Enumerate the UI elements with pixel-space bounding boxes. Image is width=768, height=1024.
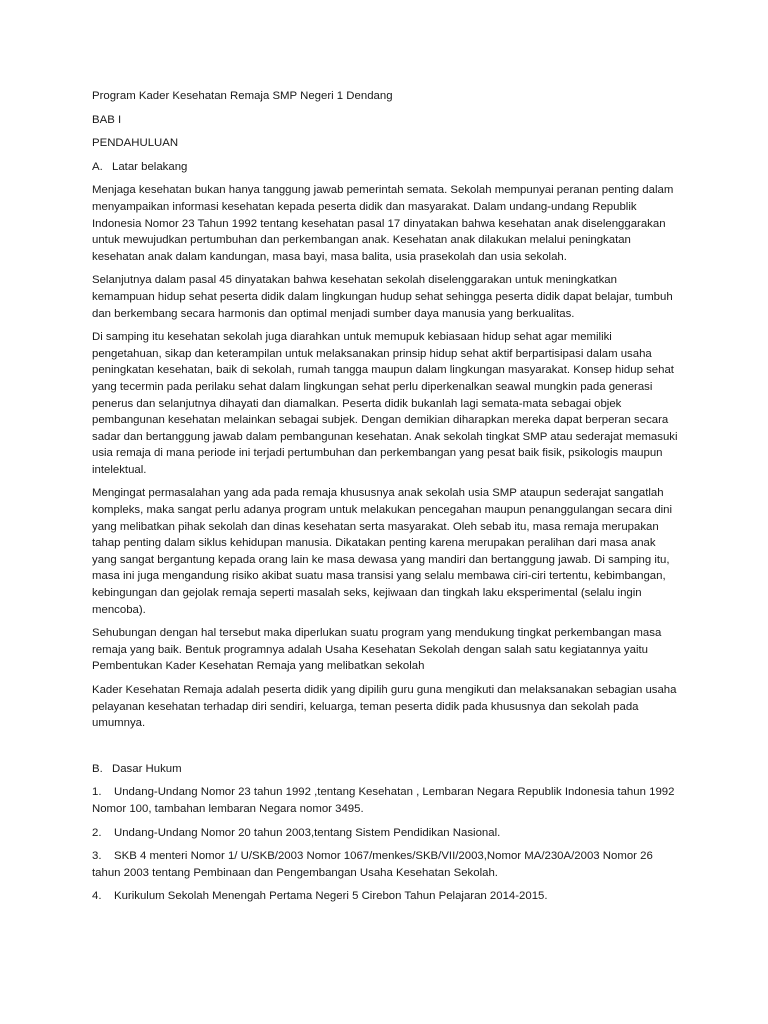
paragraph: Menjaga kesehatan bukan hanya tanggung jawab pemerintah semata. Sekolah mempunyai peranan penting dalam menyampaikan informasi kesehatan kepada peserta didik dan masyarakat. Dalam undang-undang Republik Indonesia Nomor 23 Tahun 1992 tentang kesehatan pasal 17 dinyatakan bahwa kesehatan anak diselenggarakan untuk mewujudkan pertumbuhan dan perkembangan anak. Kesehatan anak dilakukan melalui peningkatan kesehatan anak dalam kandungan, masa bayi, masa balita, usia prasekolah dan usia sekolah. (92, 184, 674, 263)
legal-basis-item (92, 784, 680, 817)
section-spacer (92, 739, 680, 761)
legal-basis-text: SKB 4 menteri Nomor 1/ U/SKB/2003 Nomor 1067/menkes/SKB/VII/2003,Nomor MA/230A/2003 Nomor 26 tahun 2003 tentang Pembinaan dan Pengembangan Usaha Kesehatan Sekolah. (92, 850, 653, 879)
section-b-title: Dasar Hukum (112, 762, 182, 775)
legal-basis-text: Undang-Undang Nomor 20 tahun 2003,tentang Sistem Pendidikan Nasional. (114, 826, 501, 839)
paragraph: Sehubungan dengan hal tersebut maka diperlukan suatu program yang mendukung tingkat perkembangan masa remaja yang baik. Bentuk programnya adalah Usaha Kesehatan Sekolah dengan salah satu kegiatannya yaitu Pembentukan Kader Kesehatan Remaja yang melibatkan sekolah (92, 627, 662, 673)
chapter-title: PENDAHULUAN (92, 137, 179, 150)
paragraph: Mengingat permasalahan yang ada pada remaja khususnya anak sekolah usia SMP ataupun sederajat sangatlah kompleks, maka sangat perlu adanya program untuk melakukan pencegahan maupun penanggulangan secara dini yang melibatkan pihak sekolah dan dinas kesehatan serta masyarakat. Oleh sebab itu, masa remaja merupakan tahap penting dalam siklus kehidupan manusia. Dikatakan penting karena merupakan peralihan dari masa anak yang sangat bergantung kepada orang lain ke masa dewasa yang mandiri dan bertanggung jawab. Di samping itu, masa ini juga mengandung risiko akibat suatu masa transisi yang selalu membawa ciri-ciri tertentu, kebimbangan, kebingungan dan gejolak remaja seperti masalah seks, kejiwaan dan tingkah laku eksperimental (selalu ingin mencoba). (92, 487, 673, 616)
legal-basis-number: 4. (92, 890, 102, 903)
legal-basis-item (92, 825, 680, 842)
paragraph: Selanjutnya dalam pasal 45 dinyatakan bahwa kesehatan sekolah diselenggarakan untuk meningkatkan kemampuan hidup sehat peserta didik dalam lingkungan hudup sehat sehingga peserta didik dapat belajar, tumbuh dan berkembang secara harmonis dan optimal menjadi sumber daya manusia yang berkualitas. (92, 274, 673, 320)
legal-basis-text: Undang-Undang Nomor 23 tahun 1992 ,tentang Kesehatan , Lembaran Negara Republik Indonesia tahun 1992 Nomor 100, tambahan lembaran Negara nomor 3495. (92, 786, 675, 815)
legal-basis-number: 3. (92, 850, 102, 863)
section-a-heading (92, 159, 680, 176)
document-title: Program Kader Kesehatan Remaja SMP Negeri 1 Dendang (92, 90, 393, 102)
section-a-title: Latar belakang (112, 160, 188, 173)
legal-basis-item (92, 888, 680, 905)
paragraph: Di samping itu kesehatan sekolah juga diarahkan untuk memupuk kebiasaan hidup sehat agar memiliki pengetahuan, sikap dan keterampilan untuk melaksanakan prinsip hidup sehat aktif berpartisipasi dalam usaha peningkatan kesehatan, baik di sekolah, rumah tangga maupun dalam lingkungan masyarakat. Konsep hidup sehat yang tecermin pada perilaku sehat dalam lingkungan sehat perlu diperkenalkan seawal mungkin pada generasi penerus dan selanjutnya dihayati dan diamalkan. Peserta didik bukanlah lagi semata-mata sebagai objek pembangunan kesehatan melainkan sebagai subjek. Dengan demikian diharapkan mereka dapat berperan secara sadar dan bertanggung jawab dalam pembangunan kesehatan. Anak sekolah tingkat SMP atau sederajat memasuki usia remaja di mana periode ini terjadi pertumbuhan dan perkembangan yang pesat baik fisik, psikologis maupun intelektual. (92, 331, 678, 476)
section-a-marker: A. (92, 160, 103, 173)
legal-basis-text: Kurikulum Sekolah Menengah Pertama Negeri 5 Cirebon Tahun Pelajaran 2014-2015. (114, 890, 548, 903)
legal-basis-number: 2. (92, 826, 102, 839)
paragraph: Kader Kesehatan Remaja adalah peserta didik yang dipilih guru guna mengikuti dan melaksanakan sebagian usaha pelayanan kesehatan terhadap diri sendiri, keluarga, teman peserta didik pada khususnya dan sekolah pada umumnya. (92, 684, 677, 730)
chapter-number: BAB I (92, 113, 122, 126)
legal-basis-item (92, 848, 680, 881)
document-page (92, 88, 680, 912)
section-b-heading (92, 761, 680, 778)
legal-basis-number: 1. (92, 786, 102, 799)
section-b-marker: B. (92, 762, 103, 775)
